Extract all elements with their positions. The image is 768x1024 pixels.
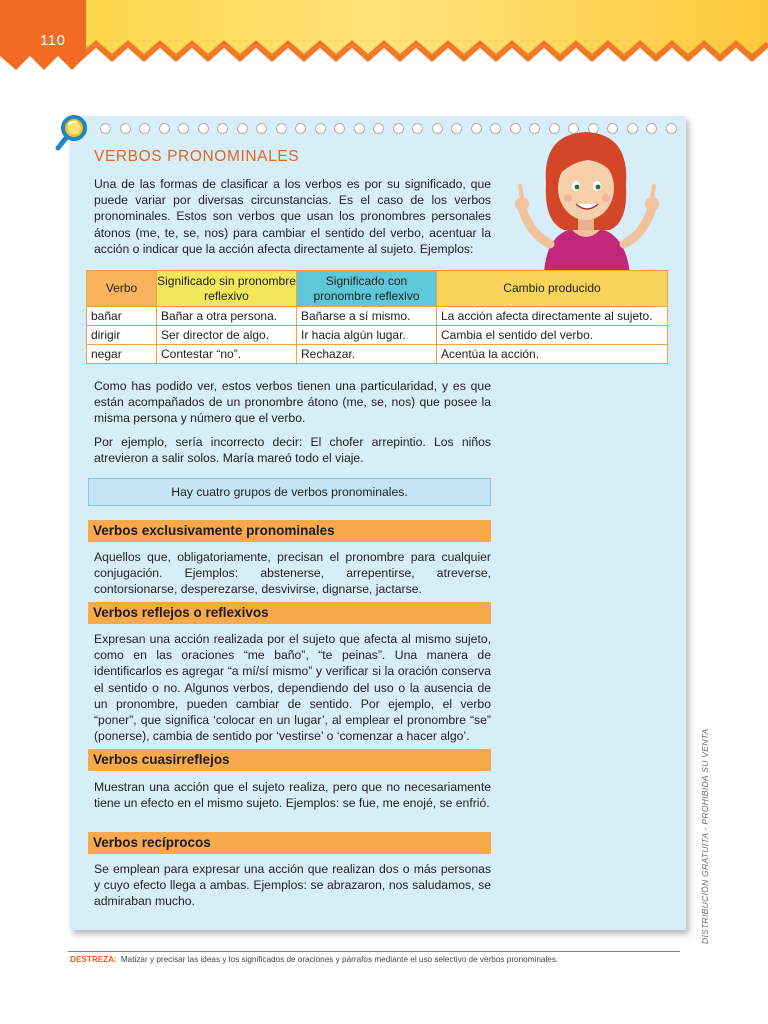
page-number: 110 bbox=[40, 32, 66, 49]
table-row bbox=[87, 326, 668, 345]
table-header-cell: Significado sin pronombre reflexivo bbox=[157, 271, 297, 307]
magnifier-icon bbox=[55, 114, 89, 154]
footer-divider bbox=[68, 951, 680, 952]
section-heading: Verbos exclusivamente pronominales bbox=[88, 520, 491, 542]
body-paragraph: Por ejemplo, sería incorrecto decir: El chofer arrepintio. Los niños atrevieron a salir solos. María mareó todo el viaje. bbox=[94, 435, 491, 466]
table-cell: bañar bbox=[87, 307, 157, 326]
footer-text: Matizar y precisar las ideas y los significados de oraciones y párrafos mediante el uso selectivo de verbos pronominales. bbox=[120, 955, 559, 964]
table-cell: Contestar “no”. bbox=[157, 345, 297, 364]
body-paragraph: Como has podido ver, estos verbos tienen una particularidad, y es que están acompañados de un pronombre átono (me, se, nos) que posee la misma persona y número que el verbo. bbox=[94, 379, 491, 426]
table-header-cell: Significado con pronombre reflexivo bbox=[297, 271, 437, 307]
intro-paragraph: Una de las formas de clasificar a los verbos es por su significado, que puede variar por diversas circunstancias. Es el caso de los verbos pronominales. Estos son verbos que usan los pronombres personales átonos (me, te, se, nos) para cambiar el sentido del verbo, acentuar la acción o indicar que la acción afecta directamente al sujeto. Ejemplos: bbox=[94, 177, 491, 256]
table-header-cell: Cambio producido bbox=[437, 271, 668, 307]
callout-box: Hay cuatro grupos de verbos pronominales. bbox=[88, 478, 491, 506]
table-cell: dirigir bbox=[87, 326, 157, 345]
table-header-cell: Verbo bbox=[87, 271, 157, 307]
verbs-table bbox=[86, 270, 668, 364]
table-cell: Ser director de algo. bbox=[157, 326, 297, 345]
table-row bbox=[87, 345, 668, 364]
table-cell: Acentúa la acción. bbox=[437, 345, 668, 364]
table-header-row bbox=[87, 271, 668, 307]
section-title: VERBOS PRONOMINALES bbox=[94, 148, 300, 165]
table-cell: Bañar a otra persona. bbox=[157, 307, 297, 326]
table-cell: negar bbox=[87, 345, 157, 364]
table-cell: Cambia el sentido del verbo. bbox=[437, 326, 668, 345]
section-heading: Verbos reflejos o reflexivos bbox=[88, 602, 491, 624]
side-note: DISTRIBUCIÓN GRATUITA - PROHIBIDA SU VENTA bbox=[700, 728, 710, 944]
table-cell: Bañarse a sí mismo. bbox=[297, 307, 437, 326]
section-paragraph: Muestran una acción que el sujeto realiza, pero que no necesariamente tiene un efecto en el mismo sujeto. Ejemplos: se fue, me enojé, se enfrió. bbox=[94, 780, 491, 811]
section-paragraph: Se emplean para expresar una acción que realizan dos o más personas y cuyo efecto llega a ambas. Ejemplos: se abrazaron, nos saludamos, se admiraban mucho. bbox=[94, 862, 491, 909]
girl-illustration bbox=[506, 126, 668, 274]
table-cell: La acción afecta directamente al sujeto. bbox=[437, 307, 668, 326]
footer-label: DESTREZA: bbox=[70, 955, 117, 964]
table-row bbox=[87, 307, 668, 326]
section-heading: Verbos cuasirreflejos bbox=[88, 749, 491, 771]
section-paragraph: Expresan una acción realizada por el sujeto que afecta al mismo sujeto, como en las oraciones “me baño”, “te peinas”. Una manera de identificarlos es agregar “a mí/sí mismo” y verificar si la oración conserva el sentido o no. Algunos verbos, dependiendo del uso o la ausencia de un pronombre, pueden cambiar de sentido. Por ejemplo, el verbo “poner”, que significa ‘colocar en un lugar’, al emplear el pronombre “se” (ponerse), cambia de sentido por ‘vestirse’ o ‘comenzar a hacer algo’. bbox=[94, 632, 491, 744]
table-cell: Ir hacia algún lugar. bbox=[297, 326, 437, 345]
section-paragraph: Aquellos que, obligatoriamente, precisan el pronombre para cualquier conjugación. Ejemplos: abstenerse, arrepentirse, atreverse, contorsionarse, desperezarse, desvivirse, dignarse, jactarse. bbox=[94, 550, 491, 597]
table-cell: Rechazar. bbox=[297, 345, 437, 364]
header-banner bbox=[0, 0, 768, 82]
footer bbox=[70, 955, 558, 964]
section-heading: Verbos recíprocos bbox=[88, 832, 491, 854]
